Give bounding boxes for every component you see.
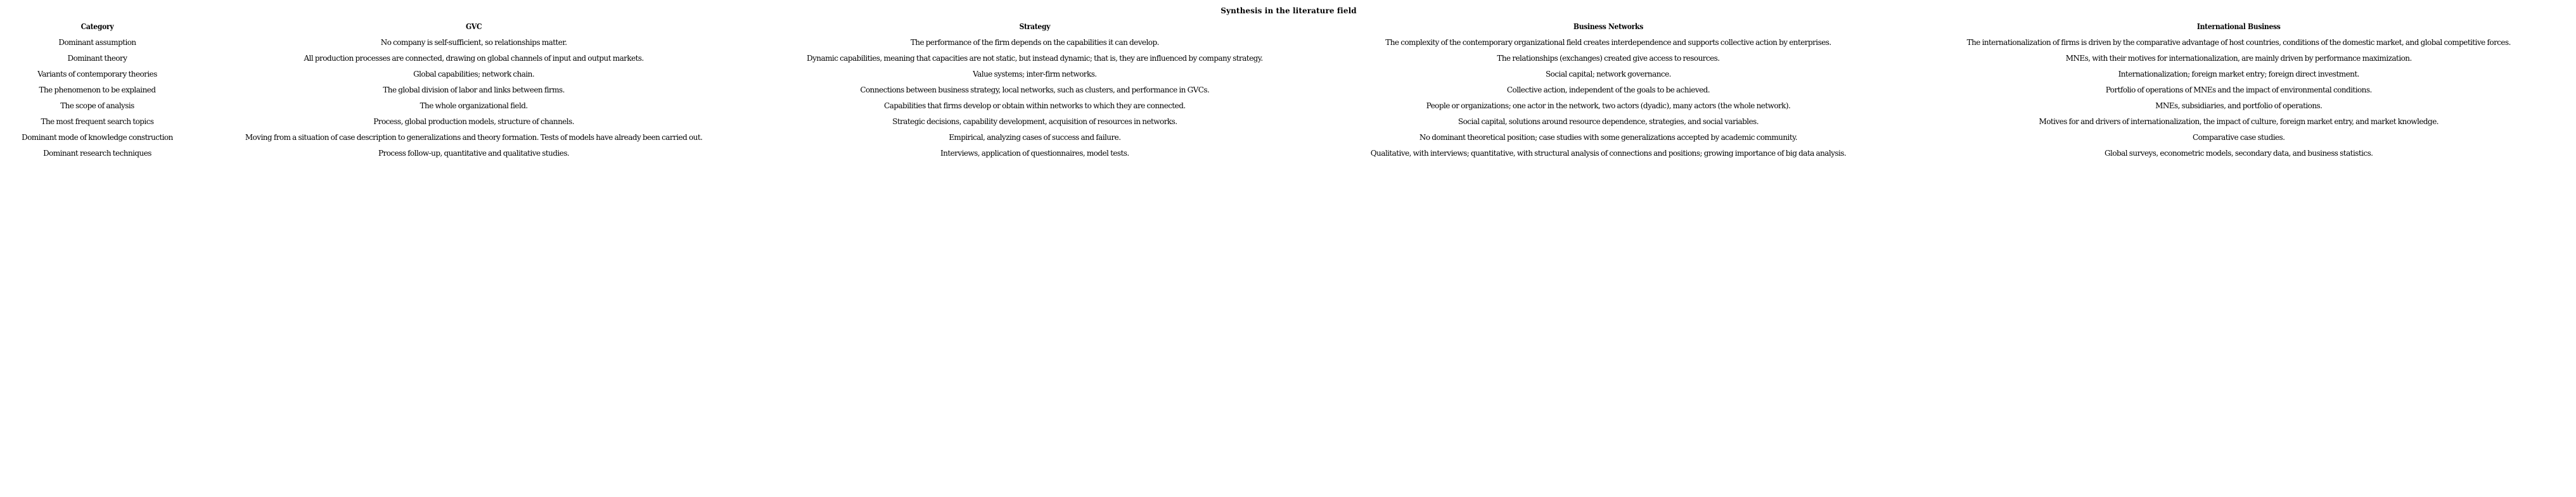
cell-international-business: The internationalization of firms is driven by the comparative advantage of host countries, conditions of the domestic market, and global competitive forces. <box>1966 38 2511 47</box>
cell-gvc: No company is self-sufficient, so relationships matter. <box>380 38 567 47</box>
table-row <box>1 146 2576 161</box>
table-row <box>1 51 2576 66</box>
cell-business-networks: No dominant theoretical position; case studies with some generalizations accepted by academic community. <box>1419 133 1797 142</box>
cell-strategy: Dynamic capabilities, meaning that capacities are not static, but instead dynamic; that is, they are influenced by company strategy. <box>807 54 1263 63</box>
row-category: The most frequent search topics <box>41 117 154 126</box>
cell-strategy: Empirical, analyzing cases of success and failure. <box>949 133 1121 142</box>
synthesis-table <box>1 3 2576 161</box>
cell-business-networks: People or organizations; one actor in the network, two actors (dyadic), many actors (the whole network). <box>1426 101 1791 110</box>
row-category: Dominant research techniques <box>43 149 151 158</box>
table-row <box>1 66 2576 82</box>
cell-international-business: MNEs, with their motives for internationalization, are mainly driven by performance maximization. <box>2065 54 2412 63</box>
cell-gvc: Global capabilities; network chain. <box>413 70 535 79</box>
table-header <box>1 19 2576 35</box>
cell-strategy: The performance of the firm depends on the capabilities it can develop. <box>910 38 1159 47</box>
cell-business-networks: The relationships (exchanges) created give access to resources. <box>1497 54 1720 63</box>
row-category: Variants of contemporary theories <box>37 70 157 79</box>
cell-gvc: Moving from a situation of case description to generalizations and theory formation. Tests of models have already been carried out. <box>245 133 703 142</box>
cell-strategy: Connections between business strategy, local networks, such as clusters, and performance in GVCs. <box>860 85 1210 94</box>
cell-business-networks: Social capital, solutions around resource dependence, strategies, and social variables. <box>1458 117 1759 126</box>
cell-business-networks: Collective action, independent of the goals to be achieved. <box>1506 85 1710 94</box>
cell-business-networks: Social capital; network governance. <box>1546 70 1671 79</box>
header-category: Category <box>80 22 114 31</box>
row-category: Dominant mode of knowledge construction <box>22 133 173 142</box>
cell-gvc: Process, global production models, structure of channels. <box>373 117 574 126</box>
cell-international-business: MNEs, subsidiaries, and portfolio of operations. <box>2155 101 2323 110</box>
cell-international-business: Global surveys, econometric models, secondary data, and business statistics. <box>2105 149 2373 158</box>
cell-business-networks: The complexity of the contemporary organizational field creates interdependence and supports collective action by enterprises. <box>1385 38 1831 47</box>
row-category: The scope of analysis <box>60 101 134 110</box>
row-category: Dominant theory <box>67 54 127 63</box>
cell-international-business: Comparative case studies. <box>2193 133 2285 142</box>
table-row <box>1 130 2576 146</box>
table-row <box>1 82 2576 98</box>
row-category: Dominant assumption <box>58 38 136 47</box>
header-row <box>1 19 2576 35</box>
header-business-networks: Business Networks <box>1573 22 1644 31</box>
cell-gvc: The global division of labor and links between firms. <box>383 85 565 94</box>
header-strategy: Strategy <box>1019 22 1051 31</box>
cell-gvc: The whole organizational field. <box>420 101 528 110</box>
cell-strategy: Interviews, application of questionnaires, model tests. <box>940 149 1129 158</box>
cell-gvc: All production processes are connected, drawing on global channels of input and output markets. <box>304 54 644 63</box>
cell-gvc: Process follow-up, quantitative and qualitative studies. <box>378 149 570 158</box>
cell-strategy: Strategic decisions, capability development, acquisition of resources in networks. <box>892 117 1177 126</box>
row-category: The phenomenon to be explained <box>39 85 156 94</box>
cell-strategy: Value systems; inter-firm networks. <box>973 70 1097 79</box>
cell-international-business: Motives for and drivers of internationalization, the impact of culture, foreign market entry, and market knowledge. <box>2039 117 2439 126</box>
cell-international-business: Portfolio of operations of MNEs and the impact of environmental conditions. <box>2105 85 2372 94</box>
cell-international-business: Internationalization; foreign market entry; foreign direct investment. <box>2118 70 2359 79</box>
table-body <box>1 35 2576 161</box>
table-row <box>1 98 2576 114</box>
cell-strategy: Capabilities that firms develop or obtain within networks to which they are connected. <box>884 101 1186 110</box>
table-caption: Synthesis in the literature field <box>1221 6 1357 15</box>
cell-business-networks: Qualitative, with interviews; quantitative, with structural analysis of connections and positions; growing importance of big data analysis. <box>1370 149 1847 158</box>
table-row <box>1 35 2576 51</box>
table-row <box>1 114 2576 130</box>
header-international-business: International Business <box>2196 22 2281 31</box>
header-gvc: GVC <box>465 22 482 31</box>
